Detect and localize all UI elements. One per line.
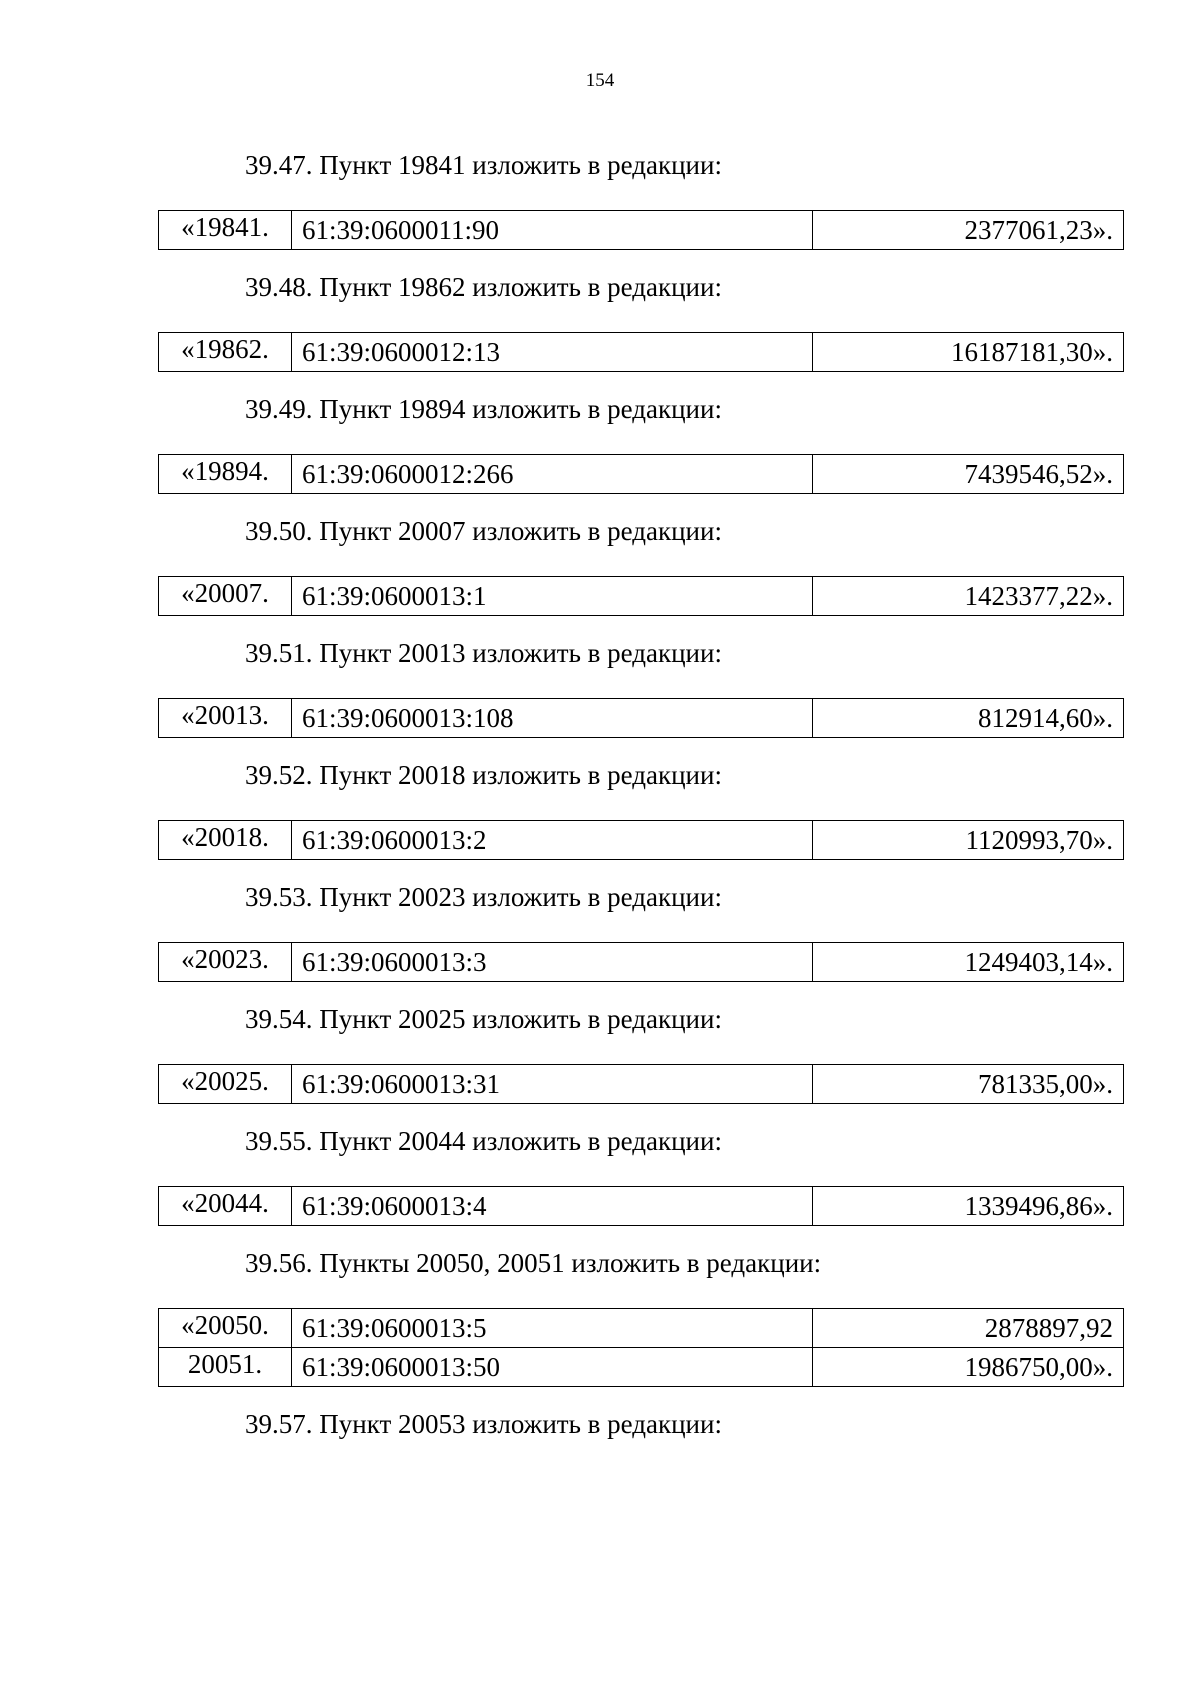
page-number: 154 [585,70,615,91]
amendment-table [158,332,1124,372]
amendment-table [158,1186,1124,1226]
amendment-item [158,394,1124,494]
item-number-cell: «20013. [159,699,292,738]
value-cell: 2377061,23». [813,211,1124,250]
table-row [159,699,1124,738]
value-cell: 16187181,30». [813,333,1124,372]
item-number-cell: «20023. [159,943,292,982]
amendment-item [158,638,1124,738]
value-cell: 1986750,00». [813,1348,1124,1387]
amendment-table [158,1064,1124,1104]
amendment-item [158,516,1124,616]
amendment-item [158,1126,1124,1226]
cadastral-number-cell: 61:39:0600011:90 [292,211,813,250]
cadastral-number-cell: 61:39:0600013:2 [292,821,813,860]
amendment-heading: 39.47. Пункт 19841 изложить в редакции: [245,150,722,180]
amendment-item [158,1248,1124,1387]
item-number-cell: «20025. [159,1065,292,1104]
amendment-table [158,576,1124,616]
amendment-heading: 39.48. Пункт 19862 изложить в редакции: [245,272,722,302]
amendment-heading: 39.51. Пункт 20013 изложить в редакции: [245,638,722,668]
amendment-table [158,698,1124,738]
table-row [159,1348,1124,1387]
cadastral-number-cell: 61:39:0600013:3 [292,943,813,982]
amendment-heading: 39.49. Пункт 19894 изложить в редакции: [245,394,722,424]
value-cell: 7439546,52». [813,455,1124,494]
item-number-cell: «20050. [159,1309,292,1348]
table-row [159,1187,1124,1226]
table-row [159,577,1124,616]
table-row [159,1309,1124,1348]
amendment-table [158,820,1124,860]
cadastral-number-cell: 61:39:0600013:1 [292,577,813,616]
amendment-heading: 39.52. Пункт 20018 изложить в редакции: [245,760,722,790]
amendment-item [158,1004,1124,1104]
value-cell: 2878897,92 [813,1309,1124,1348]
value-cell: 812914,60». [813,699,1124,738]
value-cell: 1120993,70». [813,821,1124,860]
value-cell: 1249403,14». [813,943,1124,982]
cadastral-number-cell: 61:39:0600013:4 [292,1187,813,1226]
item-number-cell: 20051. [159,1348,292,1387]
item-number-cell: «20044. [159,1187,292,1226]
table-row [159,455,1124,494]
amendment-item [158,882,1124,982]
amendment-table [158,1308,1124,1387]
cadastral-number-cell: 61:39:0600013:108 [292,699,813,738]
cadastral-number-cell: 61:39:0600012:266 [292,455,813,494]
table-row [159,211,1124,250]
value-cell: 781335,00». [813,1065,1124,1104]
amendment-item [158,272,1124,372]
amendment-table [158,942,1124,982]
amendment-heading: 39.50. Пункт 20007 изложить в редакции: [245,516,722,546]
table-row [159,333,1124,372]
amendment-heading: 39.55. Пункт 20044 изложить в редакции: [245,1126,722,1156]
value-cell: 1339496,86». [813,1187,1124,1226]
amendment-item [158,760,1124,860]
amendment-heading: 39.56. Пункты 20050, 20051 изложить в редакции: [245,1248,822,1278]
item-number-cell: «19841. [159,211,292,250]
value-cell: 1423377,22». [813,577,1124,616]
amendment-item [158,1409,1124,1439]
item-number-cell: «20007. [159,577,292,616]
table-row [159,943,1124,982]
cadastral-number-cell: 61:39:0600013:50 [292,1348,813,1387]
amendment-item [158,150,1124,250]
amendment-table [158,454,1124,494]
table-row [159,821,1124,860]
amendment-heading: 39.53. Пункт 20023 изложить в редакции: [245,882,722,912]
amendment-heading: 39.57. Пункт 20053 изложить в редакции: [245,1409,722,1439]
document-body [158,150,1124,1469]
item-number-cell: «20018. [159,821,292,860]
amendment-table [158,210,1124,250]
item-number-cell: «19862. [159,333,292,372]
table-row [159,1065,1124,1104]
item-number-cell: «19894. [159,455,292,494]
cadastral-number-cell: 61:39:0600013:5 [292,1309,813,1348]
cadastral-number-cell: 61:39:0600012:13 [292,333,813,372]
cadastral-number-cell: 61:39:0600013:31 [292,1065,813,1104]
amendment-heading: 39.54. Пункт 20025 изложить в редакции: [245,1004,722,1034]
